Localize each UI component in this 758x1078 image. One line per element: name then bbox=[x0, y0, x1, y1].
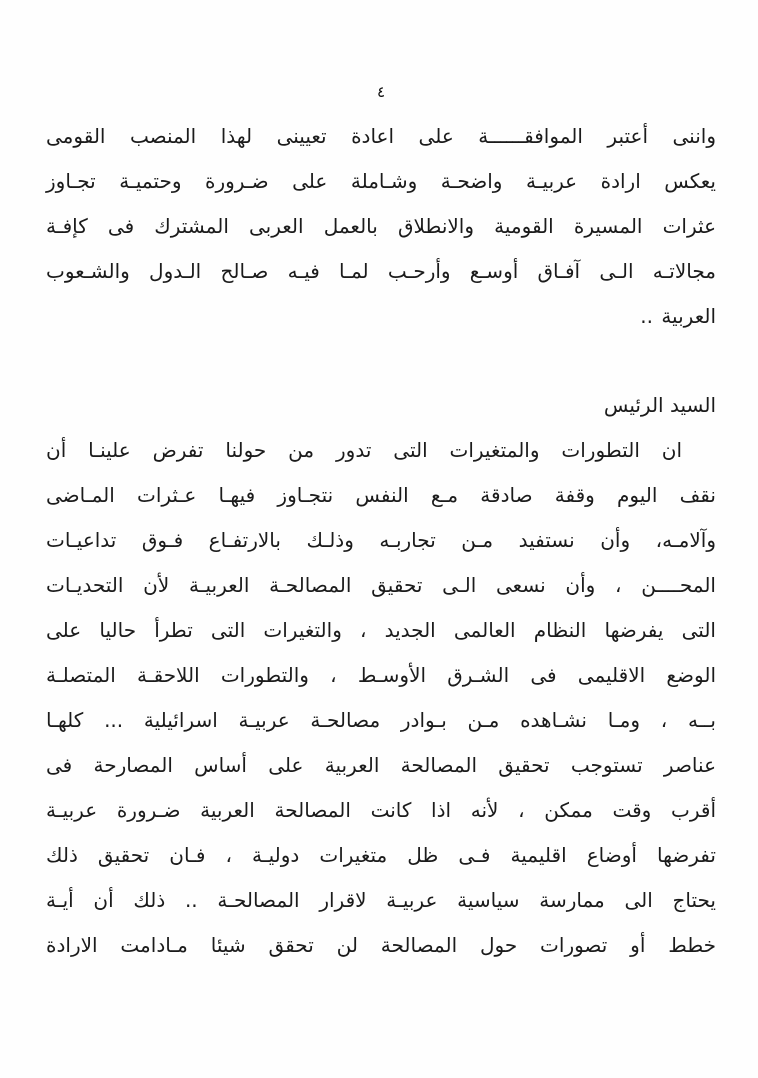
page-number: ٤ bbox=[376, 83, 386, 101]
paragraph-line: واننى أعتبر الموافقــــــة على اعادة تعيينى لهذا المنصب القومى bbox=[46, 124, 716, 148]
paragraph-line: عناصر تستوجب تحقيق المصالحة العربية على أساس المصارحة فى bbox=[46, 753, 716, 777]
paragraph-line: الوضع الاقليمى فى الشـرق الأوسـط ، والتطورات اللاحقـة المتصلـة bbox=[46, 663, 716, 687]
paragraph-line: بــه ، ومـا نشـاهده مـن بـوادر مصالحـة عربيـة اسرائيلية ... كلهـا bbox=[46, 708, 716, 732]
section-heading: السيد الرئيس bbox=[603, 393, 716, 417]
paragraph-line: العربية .. bbox=[640, 304, 716, 328]
paragraph-line: المحــــن ، وأن نسعى الـى تحقيق المصالحـة العربيـة لأن التحديـات bbox=[46, 573, 716, 597]
paragraph-line: خطط أو تصورات حول المصالحة لن تحقق شيئا مـادامت الارادة bbox=[46, 933, 716, 957]
paragraph-1 bbox=[46, 114, 716, 339]
paragraph-line: يحتاج الى ممارسة سياسية عربيـة لاقرار المصالحـة .. ذلك أن أيـة bbox=[46, 888, 716, 912]
paragraph-line: أقرب وقت ممكن ، لأنه اذا كانت المصالحة العربية ضـرورة عربيـة bbox=[46, 798, 716, 822]
paragraph-line: وآلامـه، وأن نستفيد مـن تجاربـه وذلـك بالارتفـاع فـوق تداعيـات bbox=[46, 528, 716, 552]
paragraph-line: نقف اليوم وقفة صادقة مـع النفس نتجـاوز فيهـا عـثرات المـاضى bbox=[46, 483, 716, 507]
paragraph-line: تفرضها أوضاع اقليمية فـى ظل متغيرات دوليـة ، فـان تحقيق ذلك bbox=[46, 843, 716, 867]
paragraph-line: يعكس ارادة عربيـة واضحـة وشـاملة على ضـرورة وحتميـة تجـاوز bbox=[46, 169, 716, 193]
paragraph-line: عثرات المسيرة القومية والانطلاق بالعمل العربى المشترك فى كإفـة bbox=[46, 214, 716, 238]
paragraph-line: ان التطورات والمتغيرات التى تدور من حولنا تفرض علينـا أن bbox=[46, 438, 682, 462]
paragraph-line: التى يفرضها النظام العالمى الجديد ، والتغيرات التى تطرأ حاليا على bbox=[46, 618, 716, 642]
paragraph-2 bbox=[46, 428, 716, 968]
paragraph-line: مجالاتـه الـى آفـاق أوسـع وأرحـب لمـا فيـه صـالح الـدول والشـعوب bbox=[46, 259, 716, 283]
